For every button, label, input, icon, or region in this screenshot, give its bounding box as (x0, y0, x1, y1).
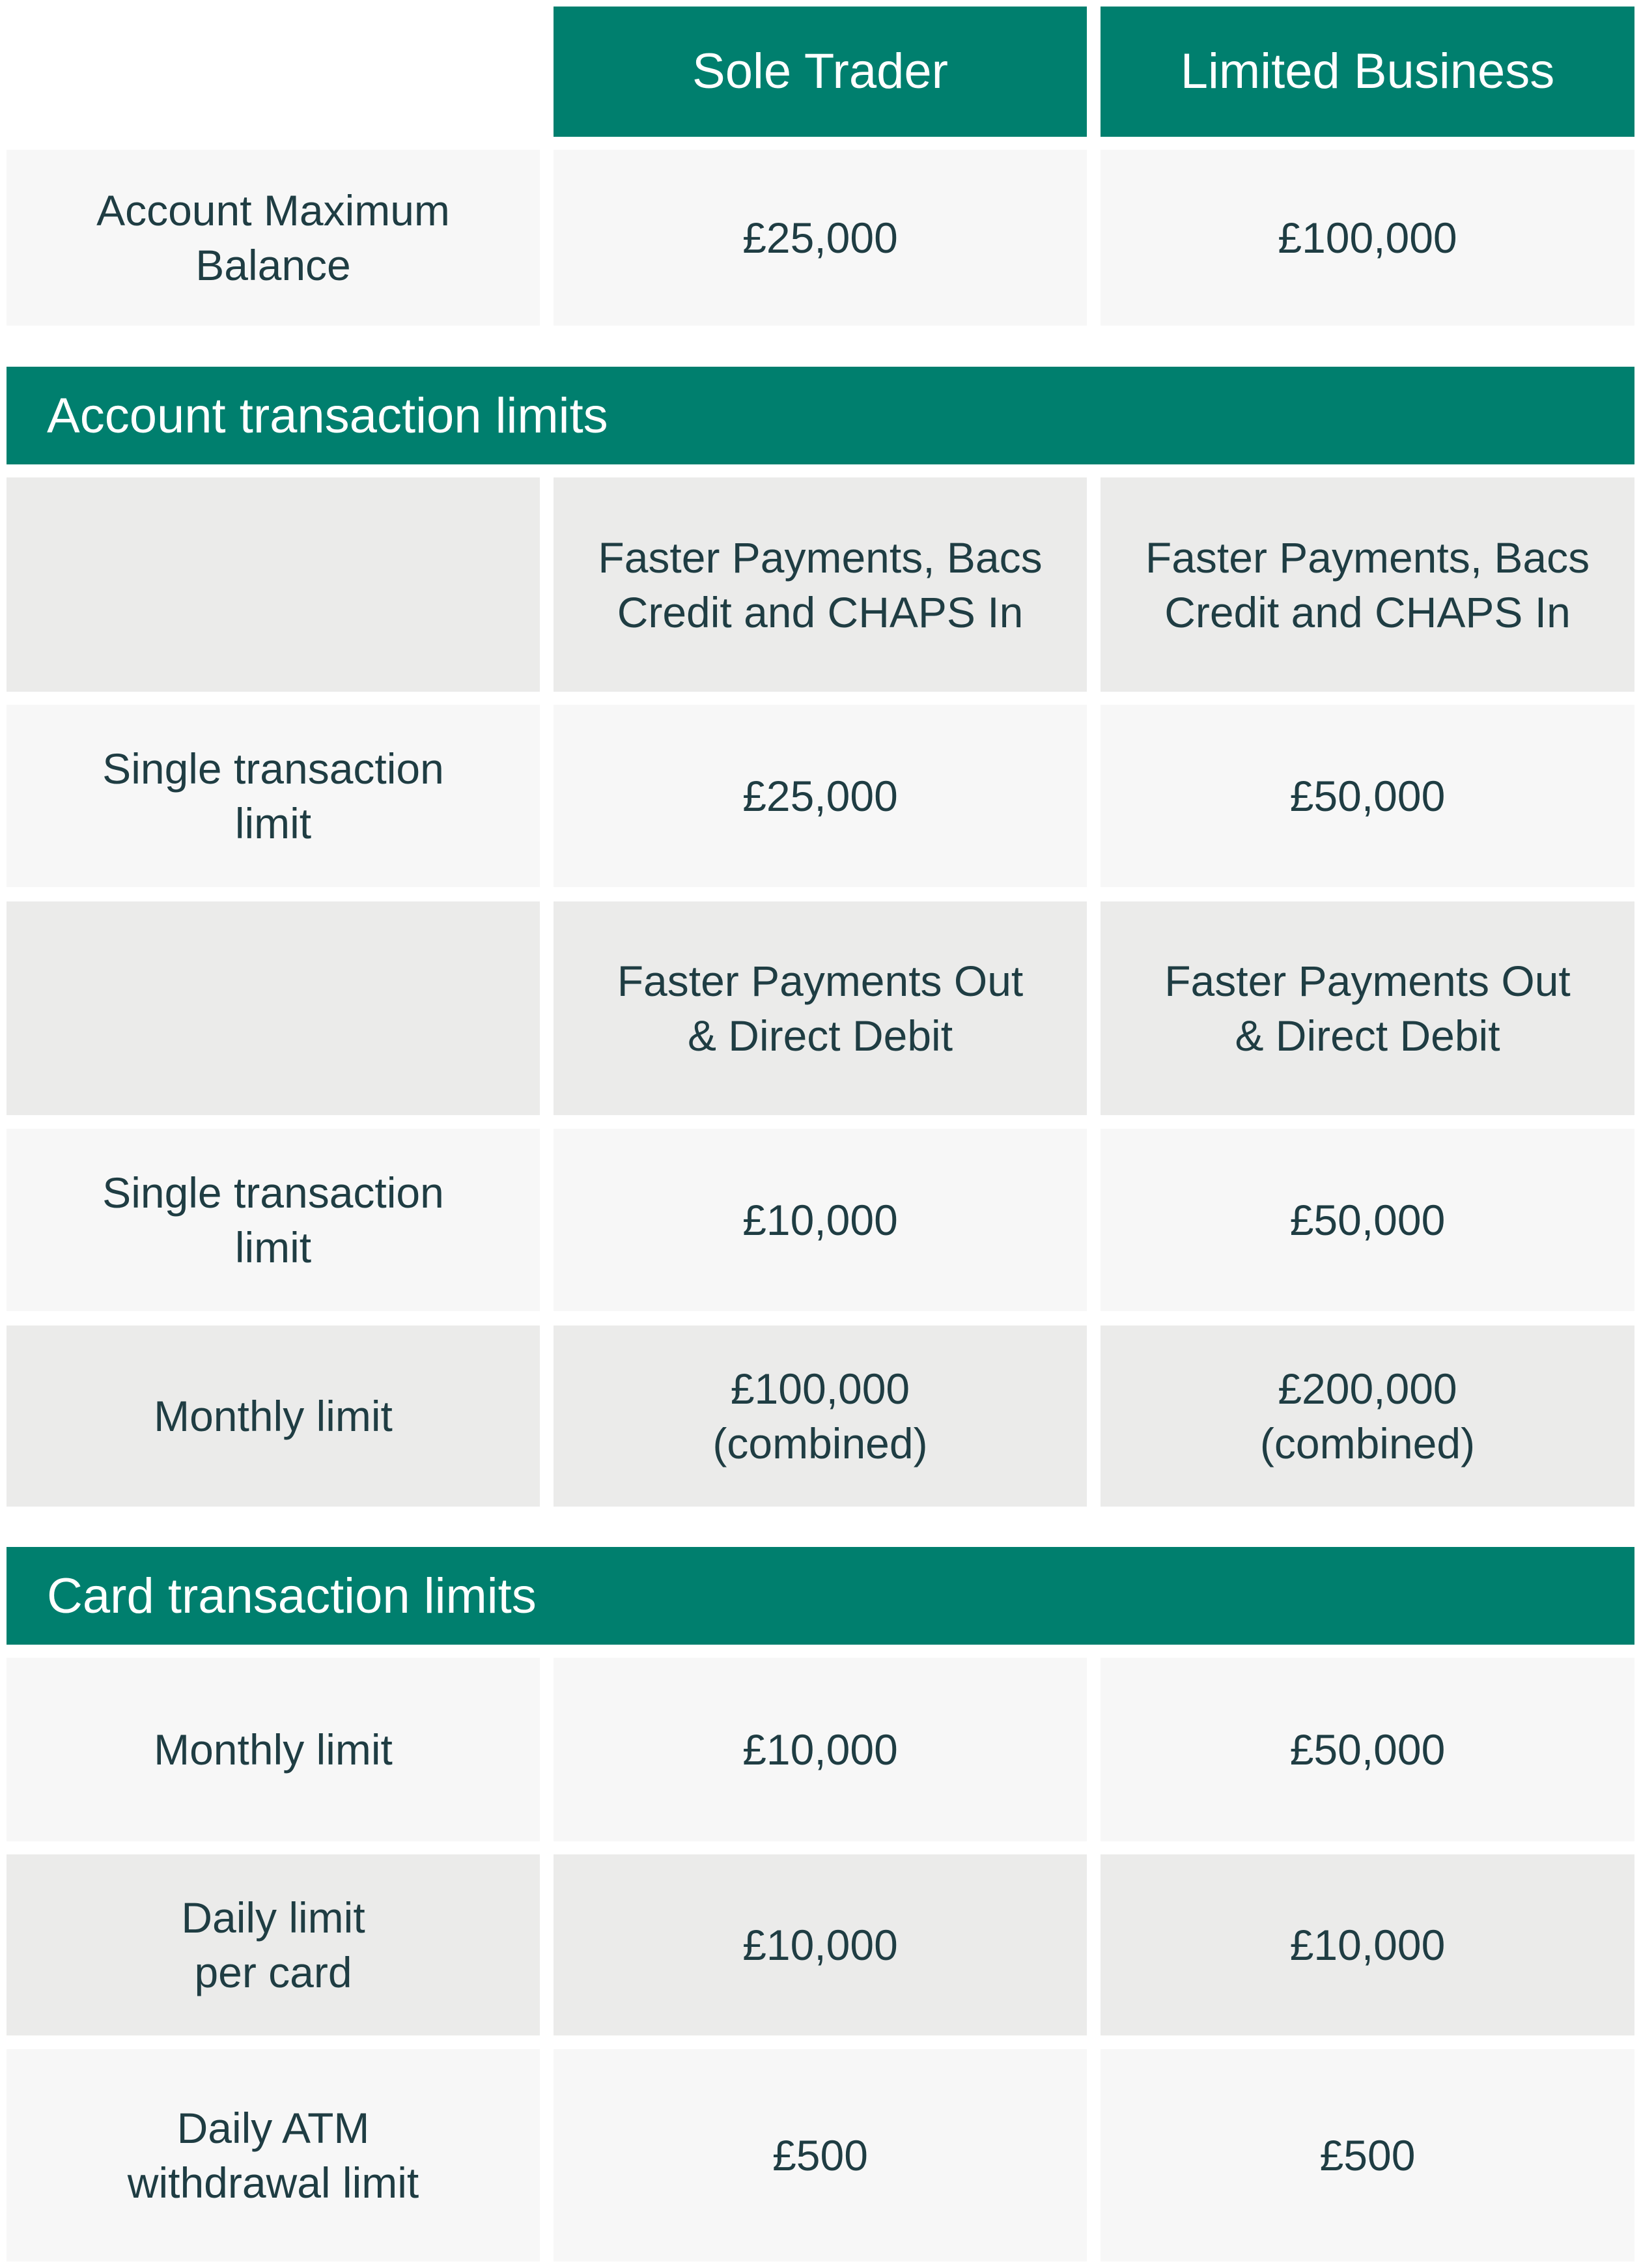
column-header-sole-trader: Sole Trader (554, 7, 1087, 137)
row-label-card-monthly-limit: Monthly limit (7, 1658, 540, 1841)
section-title-card-transaction-limits: Card transaction limits (7, 1547, 1634, 1645)
account-monthly-sole-trader: £100,000 (combined) (554, 1325, 1087, 1507)
incoming-single-sole-trader: £25,000 (554, 705, 1087, 887)
row-label-maximum-balance: Account Maximum Balance (7, 150, 540, 326)
outgoing-header-limited-business: Faster Payments Out & Direct Debit (1101, 901, 1634, 1115)
incoming-header-empty-cell (7, 477, 540, 692)
daily-per-card-limited-business: £10,000 (1101, 1854, 1634, 2035)
outgoing-single-sole-trader: £10,000 (554, 1129, 1087, 1311)
row-label-account-monthly-limit: Monthly limit (7, 1325, 540, 1507)
outgoing-header-sole-trader: Faster Payments Out & Direct Debit (554, 901, 1087, 1115)
row-label-daily-atm-withdrawal: Daily ATM withdrawal limit (7, 2049, 540, 2261)
section-title-account-transaction-limits: Account transaction limits (7, 367, 1634, 464)
outgoing-single-limited-business: £50,000 (1101, 1129, 1634, 1311)
incoming-header-sole-trader: Faster Payments, Bacs Credit and CHAPS In (554, 477, 1087, 692)
column-header-limited-business: Limited Business (1101, 7, 1634, 137)
maximum-balance-sole-trader: £25,000 (554, 150, 1087, 326)
maximum-balance-limited-business: £100,000 (1101, 150, 1634, 326)
daily-per-card-sole-trader: £10,000 (554, 1854, 1087, 2035)
row-label-incoming-single-transaction: Single transaction limit (7, 705, 540, 887)
daily-atm-limited-business: £500 (1101, 2049, 1634, 2261)
incoming-single-limited-business: £50,000 (1101, 705, 1634, 887)
daily-atm-sole-trader: £500 (554, 2049, 1087, 2261)
incoming-header-limited-business: Faster Payments, Bacs Credit and CHAPS In (1101, 477, 1634, 692)
card-monthly-sole-trader: £10,000 (554, 1658, 1087, 1841)
row-label-daily-limit-per-card: Daily limit per card (7, 1854, 540, 2035)
outgoing-header-empty-cell (7, 901, 540, 1115)
card-monthly-limited-business: £50,000 (1101, 1658, 1634, 1841)
account-monthly-limited-business: £200,000 (combined) (1101, 1325, 1634, 1507)
row-label-outgoing-single-transaction: Single transaction limit (7, 1129, 540, 1311)
